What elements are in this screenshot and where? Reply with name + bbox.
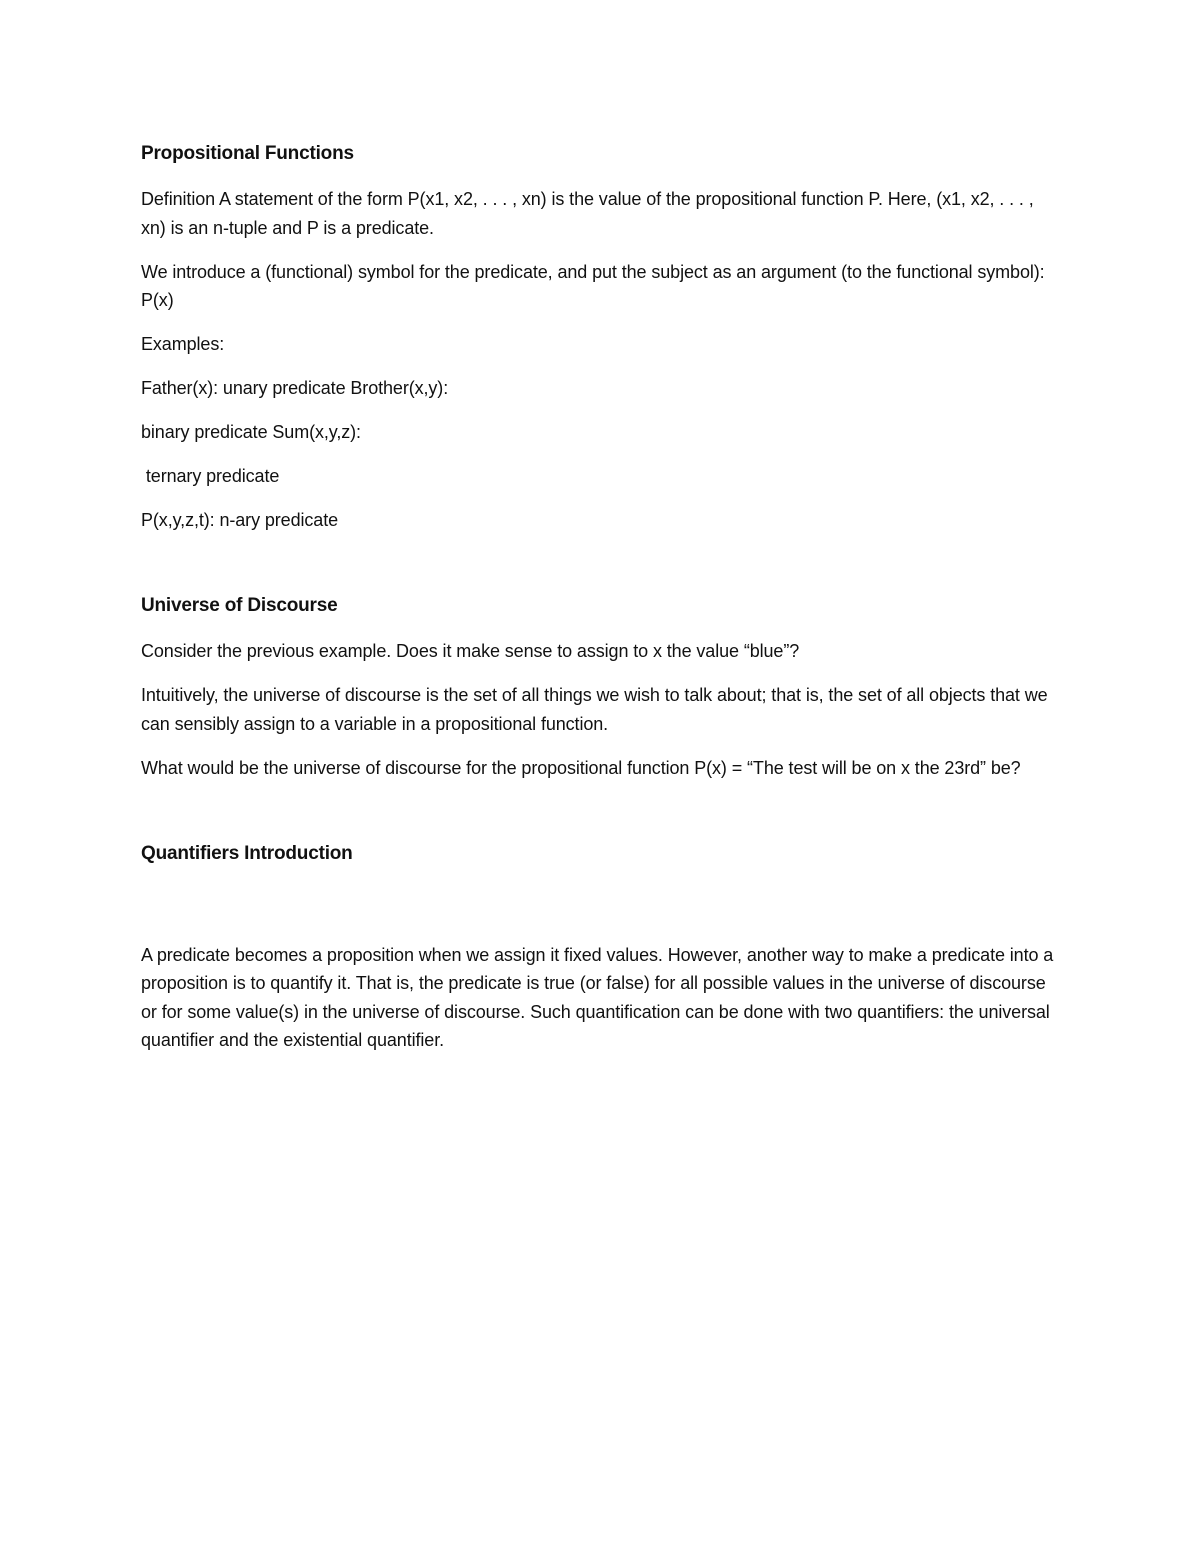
example-unary-predicate: Father(x): unary predicate Brother(x,y): [141,378,449,398]
section-heading-quantifiers-introduction: Quantifiers Introduction [141,842,353,864]
definition-paragraph: Definition A statement of the form P(x1, x2, . . . , xn) is the value of the propositional function P. Here, (x1, x2, . . . , xn) is an n-tuple and P is a predicate. [141,189,1034,238]
section-spacer [141,550,1061,592]
examples-label: Examples: [141,334,225,354]
heading-spacer [141,885,1061,941]
example-n-ary-predicate: P(x,y,z,t): n-ary predicate [141,510,339,530]
quantifiers-paragraph: A predicate becomes a proposition when we assign it fixed values. However, another way to make a predicate into a proposition is to quantify it. That is, the predicate is true (or false) for all possible values in the universe of discourse or for some value(s) in the universe of discourse. Such quantification can be done with two quantifiers: the universal quantifier and the existential quantifier. [141,944,1054,1050]
universe-question-paragraph: What would be the universe of discourse for the propositional function P(x) = “The test will be on x the 23rd” be? [141,757,1021,778]
section-heading-universe-of-discourse: Universe of Discourse [141,595,338,616]
example-binary-predicate: binary predicate Sum(x,y,z): [141,422,361,442]
previous-example-question: Consider the previous example. Does it make sense to assign to x the value “blue”? [141,641,800,661]
section-spacer [141,798,1061,840]
example-ternary-predicate: ternary predicate [141,466,280,486]
section-heading-propositional-functions: Propositional Functions [141,143,354,164]
universe-definition-paragraph: Intuitively, the universe of discourse is the set of all things we wish to talk about; that is, the set of all objects that we can sensibly assign to a variable in a propositional function. [141,685,1048,734]
functional-symbol-paragraph: We introduce a (functional) symbol for the predicate, and put the subject as an argument (to the functional symbol): P(x) [141,261,1045,310]
document-body [141,140,1061,1070]
